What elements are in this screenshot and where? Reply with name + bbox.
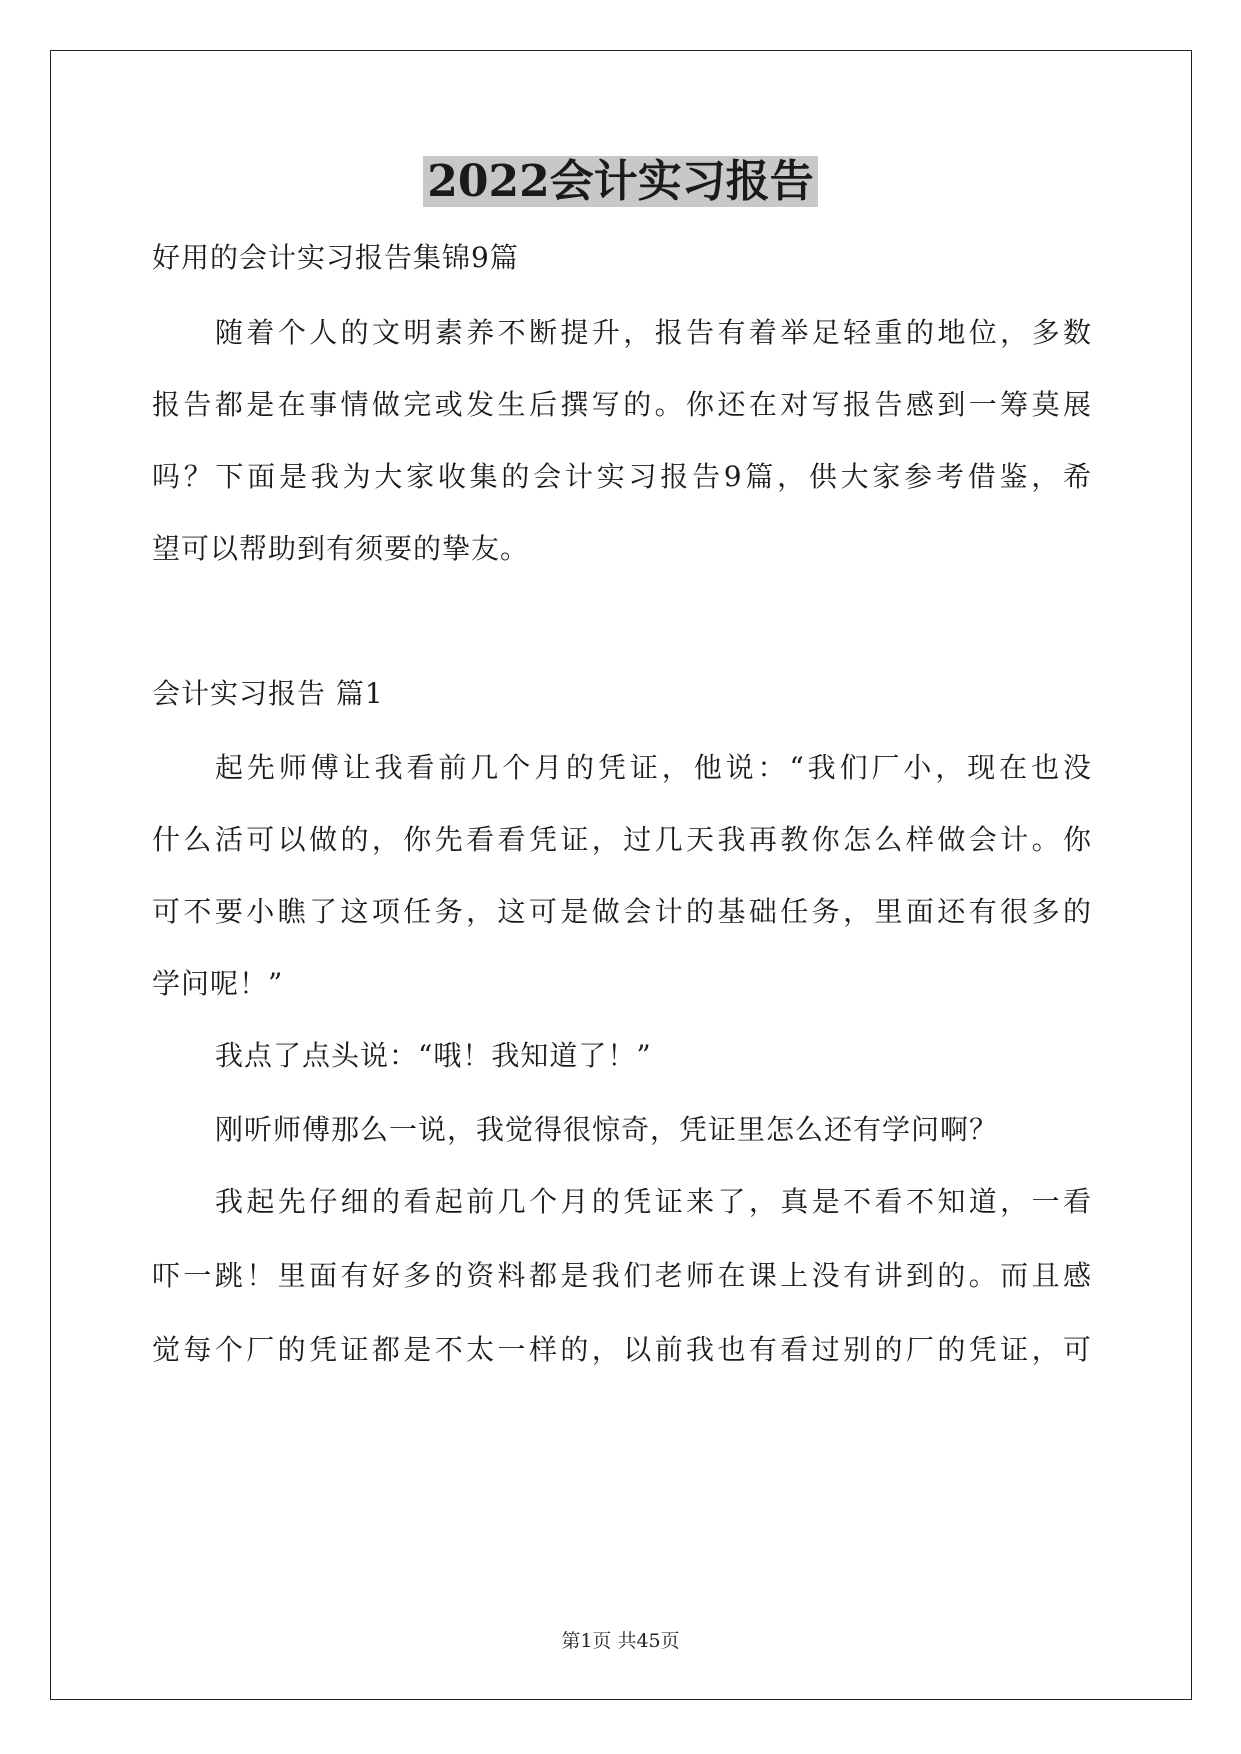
body-line: 吓一跳！里面有好多的资料都是我们老师在课上没有讲到的。而且感 xyxy=(152,1259,1092,1292)
body-line: 刚听师傅那么一说，我觉得很惊奇，凭证里怎么还有学问啊？ xyxy=(215,1113,999,1146)
body-line: 觉每个厂的凭证都是不太一样的，以前我也有看过别的厂的凭证，可 xyxy=(152,1333,1092,1366)
document-title xyxy=(0,152,1241,212)
document-title-text: 2022会计实习报告 xyxy=(423,156,817,207)
section-heading: 会计实习报告 篇1 xyxy=(152,677,384,710)
intro-line: 随着个人的文明素养不断提升，报告有着举足轻重的地位，多数 xyxy=(215,316,1092,349)
body-line: 学问呢！” xyxy=(152,967,284,1000)
document-subtitle: 好用的会计实习报告集锦9篇 xyxy=(152,241,519,274)
body-line: 我点了点头说：“哦！我知道了！” xyxy=(215,1039,652,1072)
body-line: 起先师傅让我看前几个月的凭证，他说：“我们厂小，现在也没 xyxy=(215,751,1092,784)
body-line: 什么活可以做的，你先看看凭证，过几天我再教你怎么样做会计。你 xyxy=(152,823,1092,856)
intro-line: 报告都是在事情做完或发生后撰写的。你还在对写报告感到一筹莫展 xyxy=(152,388,1092,421)
body-line: 我起先仔细的看起前几个月的凭证来了，真是不看不知道，一看 xyxy=(215,1185,1092,1218)
page-number: 第1页 共45页 xyxy=(561,1630,680,1652)
intro-line: 望可以帮助到有须要的挚友。 xyxy=(152,532,530,565)
body-line: 可不要小瞧了这项任务，这可是做会计的基础任务，里面还有很多的 xyxy=(152,895,1092,928)
intro-line: 吗？下面是我为大家收集的会计实习报告9篇，供大家参考借鉴，希 xyxy=(152,460,1092,493)
page-border xyxy=(50,50,1192,1700)
